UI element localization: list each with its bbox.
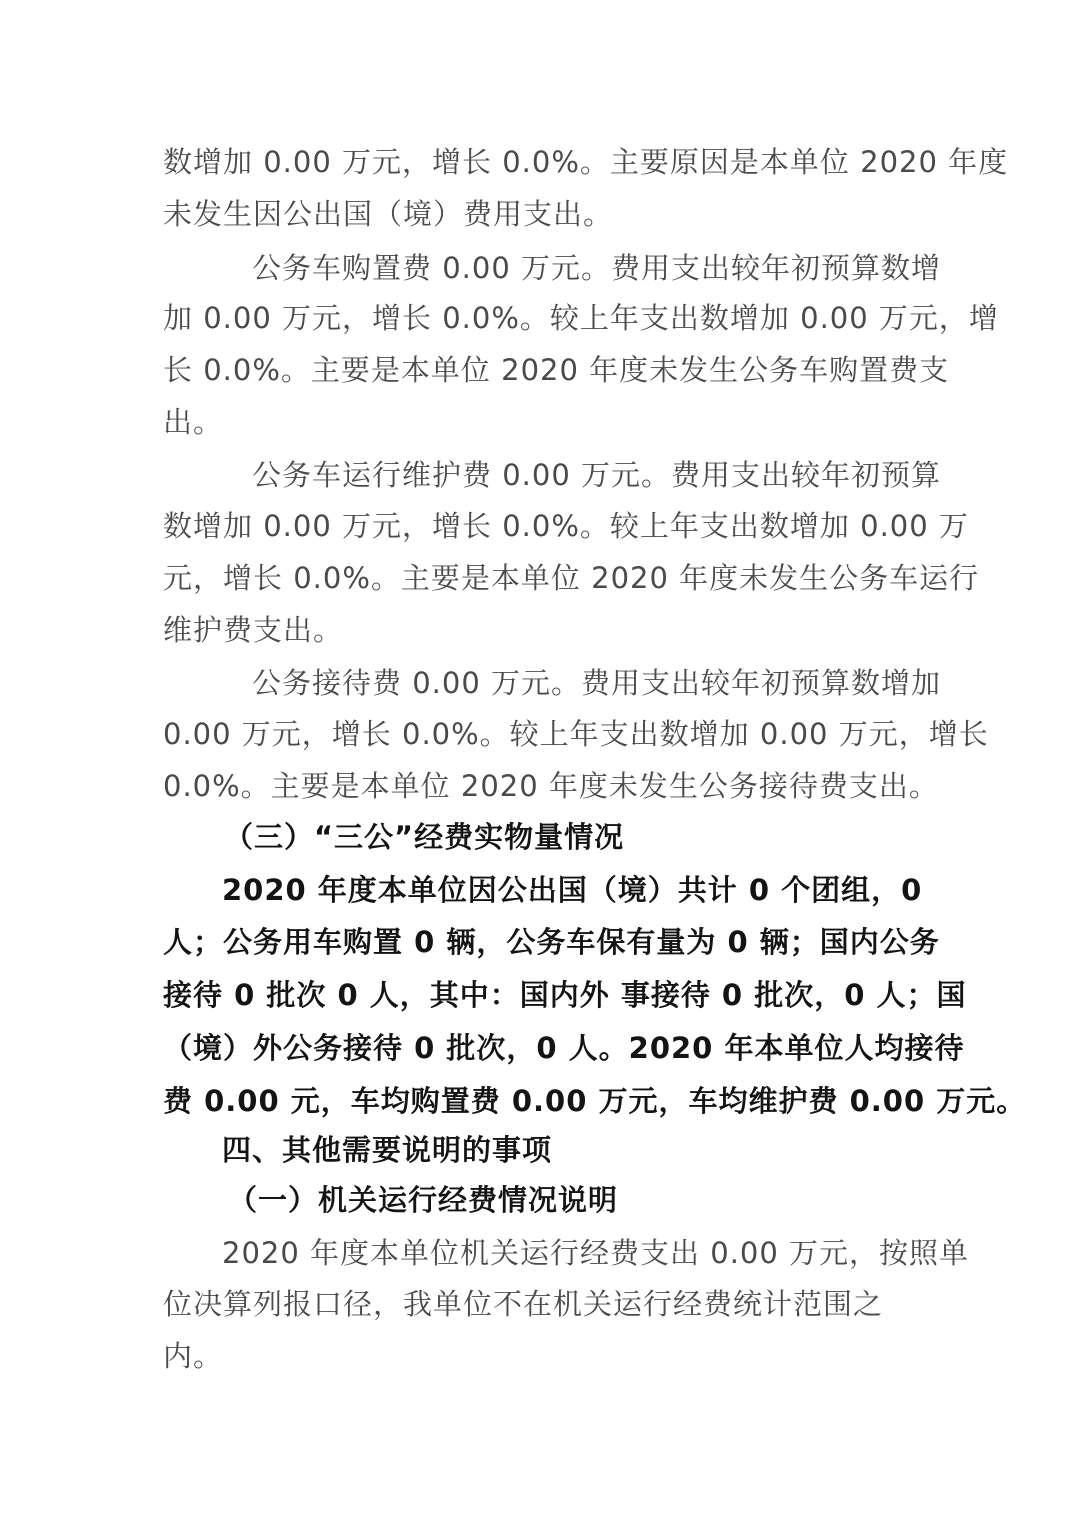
paragraph-line: 长 0.0%。主要是本单位 2020 年度未发生公务车购置费支 [163,353,950,387]
paragraph-line: 费 0.00 元，车均购置费 0.00 万元，车均维护费 0.00 万元。 [163,1084,1027,1118]
paragraph-line: 公务车运行维护费 0.00 万元。费用支出较年初预算 [252,458,942,492]
section-heading: （三）“三公”经费实物量情况 [224,820,625,854]
paragraph-line: 未发生因公出国（境）费用支出。 [163,197,614,231]
paragraph-line: 公务车购置费 0.00 万元。费用支出较年初预算数增 [252,251,942,285]
paragraph-line: 出。 [163,405,224,439]
paragraph-line: 0.0%。主要是本单位 2020 年度未发生公务接待费支出。 [163,769,939,803]
paragraph-line: 2020 年度本单位因公出国（境）共计 0 个团组，0 [222,873,923,907]
paragraph-line: 数增加 0.00 万元，增长 0.0%。较上年支出数增加 0.00 万 [163,509,969,543]
paragraph-line: 加 0.00 万元，增长 0.0%。较上年支出数增加 0.00 万元，增 [163,301,999,335]
paragraph-line: 0.00 万元，增长 0.0%。较上年支出数增加 0.00 万元，增长 [163,717,989,751]
paragraph-line: 内。 [163,1339,224,1373]
paragraph-line: 接待 0 批次 0 人，其中：国内外 事接待 0 批次，0 人；国 [163,978,967,1012]
paragraph-line: 人；公务用车购置 0 辆，公务车保有量为 0 辆；国内公务 [163,925,940,959]
section-heading: 四、其他需要说明的事项 [222,1133,553,1167]
paragraph-line: 数增加 0.00 万元，增长 0.0%。主要原因是本单位 2020 年度 [163,145,1009,179]
paragraph-line: （境）外公务接待 0 批次，0 人。2020 年本单位人均接待 [163,1031,965,1065]
subsection-heading: （一）机关运行经费情况说明 [228,1183,619,1217]
paragraph-line: 公务接待费 0.00 万元。费用支出较年初预算数增加 [252,666,942,700]
paragraph-line: 元，增长 0.0%。主要是本单位 2020 年度未发生公务车运行 [163,561,980,595]
paragraph-line: 位决算列报口径，我单位不在机关运行经费统计范围之 [163,1287,884,1321]
paragraph-line: 维护费支出。 [163,613,344,647]
paragraph-line: 2020 年度本单位机关运行经费支出 0.00 万元，按照单 [222,1236,970,1270]
